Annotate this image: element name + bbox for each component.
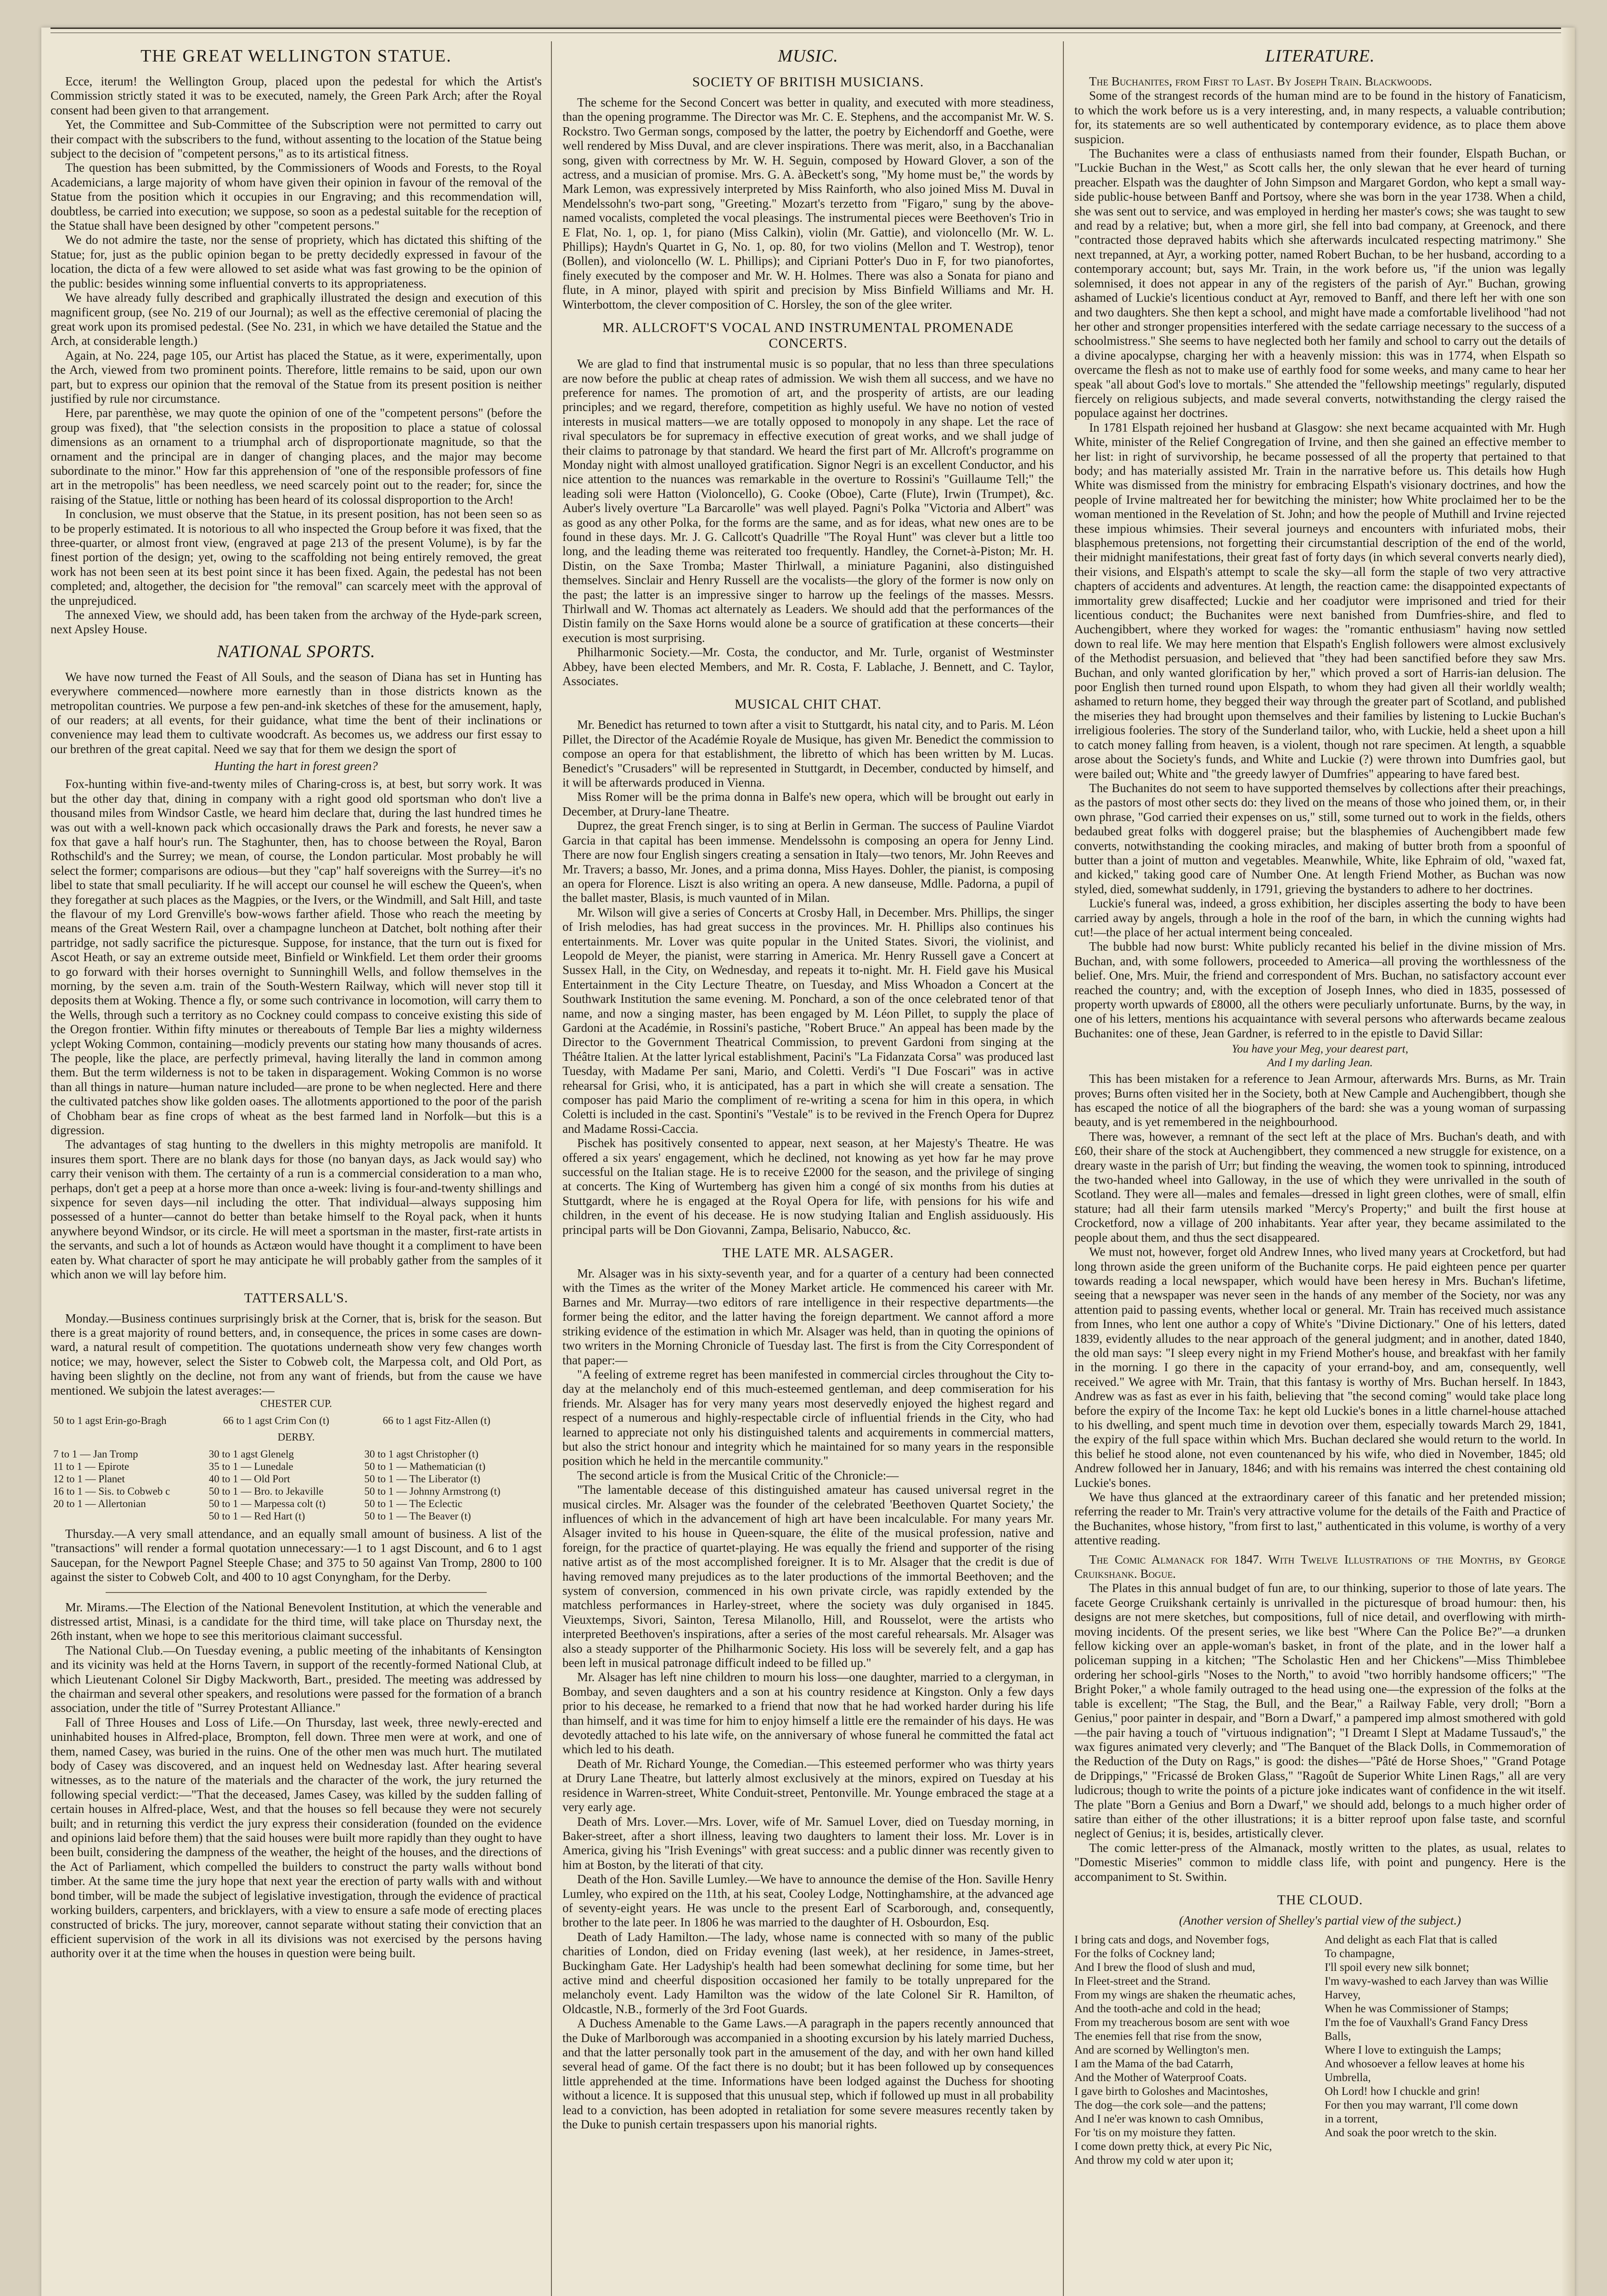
paragraph: Fox-hunting within five-and-twenty miles of Charing-cross is, at best, but sorry work. It was but the other day that, dining in company with a right good old sportsman who don't live a thousand miles from Windsor Castle, we heard him declare that, during the last hundred times he was out with a well-known pack which occasionally draws the Park and forests, he never saw a fox that gave a half hour's run. The Staghunter, then, has to choose between the Royal, Baron Rothschild's and the Surrey; we mean, of course, the London particular. Most probably he will select the former; comparisons are odious—but they "cap" half sovereigns with the Surrey—it's no libel to state that small peculiarity. If he will accept our counsel he will eschew the Queen's, when they foregather at such places as the Magpies, or the Ivers, or the Windmill, and Salt Hill, and taste the flavour of my Lord Grenville's bow-wows farther afield. Those who reach the meeting by means of the Great Western Rail, over a champagne luncheon at Datchet, bolt nothing after their partridge, not sadly sacrifice the picturesque. Suppose, for instance, that the turn out is fixed for Ascot Heath, or say an extreme outside meet, Binfield or Winkfield. Let them order their grooms to go forward with their horses overnight to Sunninghill Wells, and follow themselves in the morning, by the seven a.m. train of the South-Western Railway, which will never stop till it deposits them at Woking. Thence a fly, or some such contrivance in locomotion, will carry them to the Wells, through such a territory as no Cockney could compass to conceive existing this side of the Oregon frontier. Within fifty minutes or thereabouts of Temple Bar lies a mighty wilderness yclept Woking Common, containing—modicly prevents our stating how many thousands of acres. The people, like the place, are perfectly primeval, having literally the land in common among them. But the term wilderness is not to be taken in disparagement. Woking Common is no worse than all things in nature—human nature included—are prone to be when neglected. Here and there the cultivated patches show like golden oases. The allotments apportioned to the poor of the parish of Chobham bear as fine crops of wheat as the best farmed land in Norfolk—but this is a digression.	[51, 777, 542, 1137]
article-alsager	[562, 1266, 1054, 2132]
table-row	[51, 1460, 542, 1473]
paragraph: We do not admire the taste, nor the sense of propriety, which has dictated this shifting of the Statue; for, just as the public opinion began to be pretty decidedly expressed in favour of the location, the dicta of a few were allowed to set aside what was fast growing to be the opinion of the public: besides winning some influential converts to its appropriateness.	[51, 233, 542, 290]
section-heading-statue: THE GREAT WELLINGTON STATUE.	[140, 46, 452, 66]
table-cell: 20 to 1 — Allertonian	[53, 1497, 146, 1509]
paragraph: Fall of Three Houses and Loss of Life.—On Thursday, last week, three newly-erected and uninhabited houses in Alfred-place, Brompton, fell down. Three men were at work, and one of them, named Casey, was buried in the ruins. One of the other men was much hurt. The mutilated body of Casey was discovered, and an inquest held on Wednesday last. After hearing several witnesses, as to the nature of the materials and the character of the work, the jury returned the following special verdict:—"That the deceased, James Casey, was killed by the sudden falling of certain houses in Alfred-place, West, and that the houses so fell because they were not securely built; and in returning this verdict the jury express their consideration (founded on the evidence and opinions laid before them) that the said houses were built more rapidly than they ought to have been built, considering the dampness of the weather, the height of the houses, and the directions of the Act of Parliament, which compelled the builders to construct the party walls without bond timber. At the same time the jury hope that next year the erection of party walls with and without bond timber, will be made the subject of legislative investigation, through the evidence of practical working builders, carpenters, and bricklayers, with a view to ensure a safe mode of erecting places constructed of bricks. The jury, moreover, cannot separate without stating their conviction that an efficient supervision of the work in all its divisions was not exercised by the persons having authority over it at the time when the houses in question were being built.	[51, 1715, 542, 1960]
review-title-almanack: The Comic Almanack for 1847. With Twelve Illustrations of the Months, by George Cruikshank. Bogue.	[1074, 1552, 1566, 1581]
verse-line: I bring cats and dogs, and November fogs,	[1074, 1933, 1270, 1946]
heading-society: SOCIETY OF BRITISH MUSICIANS.	[692, 74, 924, 90]
paragraph: We have already fully described and graphically illustrated the design and execution of this magnificent group, (see No. 219 of our Journal); as well as the effective ceremonial of placing the great work upon its promised pedestal. (See No. 231, in which we have detailed the Statue and the Arch, at considerable length.)	[51, 291, 542, 348]
table-row	[51, 1485, 542, 1497]
table-row	[51, 1473, 542, 1485]
paragraph: The Buchanites do not seem to have supported themselves by collections after their preachings, as the pastors of most other sects do: they lived on the means of those who joined them, or, in their own phrase, "God carried their expenses on us," still, some turned out to work in the fields, others bedaubed great folks with doggerel praise; but the blasphemies of Auchengibbert made few converts, notwithstanding the cooking miracles, and making of butter broth from a spoonful of butter than a joint of mutton and vegetables. Meanwhile, White, like Ephraim of old, "waxed fat, and kicked," taking good care of Number One. At length Friend Mother, as Buchan was now styled, died, somewhat suddenly, in 1791, grieving the bystanders to adhere to her doctrines.	[1074, 781, 1566, 896]
paragraph: Ecce, iterum! the Wellington Group, placed upon the pedestal for which the Artist's Commission strictly stated it was to be executed, namely, the Green Park Arch; after the Royal consent had been given to that arrangement.	[51, 74, 542, 117]
heading-alsager: THE LATE MR. ALSAGER.	[722, 1245, 894, 1261]
verse-line: And I brew the flood of slush and mud,	[1074, 1961, 1255, 1974]
table-cell: 30 to 1 agst Glenelg	[208, 1448, 294, 1460]
table-cell: 7 to 1 — Jan Tromp	[53, 1448, 138, 1460]
verse-line: I am the Mama of the bad Catarrh,	[1074, 2057, 1233, 2070]
paragraph: Death of Lady Hamilton.—The lady, whose name is connected with so many of the public charities of London, died on Friday evening (last week), at her residence, in James-street, Buckingham Gate. Her Ladyship's health had been somewhat declining for some time, but her active mind and cheerful disposition occasioned her family to be totally unprepared for the melancholy event. Lady Hamilton was the widow of the late Colonel Sir R. Hamilton, of Oldcastle, N.B., formerly of the 3rd Foot Guards.	[562, 1930, 1054, 2016]
paragraph: This has been mistaken for a reference to Jean Armour, afterwards Mrs. Burns, as Mr. Train proves; Burns often visited her in the Society, both at New Cample and Auchengibbert, though she has escaped the notice of all the biographers of the bard: she was a young woman of surpassing beauty, and is yet remembered in the neighbourhood.	[1074, 1072, 1566, 1129]
table-row	[51, 1414, 542, 1427]
newspaper-page	[41, 28, 1575, 2296]
paragraph: "A feeling of extreme regret has been manifested in commercial circles throughout the City to-day at the melancholy end of this much-esteemed gentleman, and deep commiseration for his friends. Mr. Alsager has for very many years most deservedly enjoyed the highest regard and respect of a numerous and highly-respectable circle of influential friends in the City, who had learned to appreciate not only his distinguished talents and acquirements in commercial matters, but also the strict honour and integrity which he maintained for so many years in the responsible position which he held in the mercantile community."	[562, 1367, 1054, 1468]
news-items	[51, 1600, 542, 1961]
section-heading-music: MUSIC.	[778, 46, 838, 66]
paragraph: Mr. Wilson will give a series of Concerts at Crosby Hall, in December. Mrs. Phillips, the singer of Irish melodies, has had great success in the provinces. Mr. H. Phillips also continues his entertainments. Mr. Lover was quite popular in the United States. Sivori, the violinist, and Leopold de Meyer, the pianist, were starring in America. Mr. Henry Russell gave a Concert at Sussex Hall, in the City, on Wednesday, and repeats it to-night. Mr. H. Field gave his Musical Entertainment in the City Lecture Theatre, on Tuesday, and Miss Whoadon a Concert at the Southwark Institution the same evening. M. Ponchard, a son of the once celebrated tenor of that name, and now a singing master, has been engaged by M. Léon Pillet, to supply the place of Gardoni at the Académie, in Rossini's pastiche, "Robert Bruce." An appeal has been made by the Director to the Government Theatrical Commission, to prevent Gardoni from singing at the Théâtre Italien. At the latter lyrical establishment, Pacini's "La Fidanzata Corsa" was produced last Tuesday, with Madame Per sani, Mario, and Coletti. Verdi's "I Due Foscari" was in active rehearsal for Grisi, who, it is anticipated, has a part in which she will create a sensation. The composer has paid Mario the compliment of re-writing a scena for him in this opera, in which Coletti is included in the cast. Spontini's "Vestale" is to be revived in the French Opera for Duprez and Madame Rossi-Caccia.	[562, 905, 1054, 1136]
article-statue	[51, 74, 542, 637]
paragraph: Death of the Hon. Saville Lumley.—We have to announce the demise of the Hon. Saville Henry Lumley, who expired on the 11th, at his seat, Cooley Lodge, Nottinghamshire, at the advanced age of seventy-eight years. He was uncle to the present Earl of Scarborough, and, consequently, brother to the late peer. In 1806 he was married to the daughter of H. Osbourdon, Esq.	[562, 1872, 1054, 1930]
verse-line: Oh Lord! how I chuckle and grin!	[1325, 2085, 1480, 2098]
article-tattersall	[51, 1311, 542, 1398]
paragraph: We must not, however, forget old Andrew Innes, who lived many years at Crocketford, but had long thrown aside the green uniform of the Buchanite corps. He paid eighteen pence per quarter towards reading a local newspaper, which would have been heresy in Mrs. Buchan's lifetime, seeing that a newspaper was never seen in the hands of any member of the Society, nor was any attention paid to passing events, whether local or general. Mr. Train has received much assistance from Innes, who lent one author a copy of White's "Divine Dictionary." One of his letters, dated 1839, evidently alludes to the near approach of the general judgment; and in another, dated 1840, the old man says: "I sleep every night in my Friend Mother's house, and breakfast with her family in the morning. I go there in the capacity of your errand-boy, and am, consequently, well received." We agree with Mr. Train, that this fantasy is worthy of Mrs. Buchan herself. In 1843, Andrew was as fast as ever in his faith, believing that "the second coming" would take place long before the expiry of the Income Tax: he kept old Luckie's bones in a little charnel-house attached to his dwelling, and spent much time in devotion over them, especially towards March 29, 1841, the expiry of the full space within which Mrs. Buchan declared she would return to the world. In this belief he stood alone, not even countenanced by his wife, who died in November, 1845; old Andrew followed her in January, 1846; and with his remains was interred the chest containing old Luckie's bones.	[1074, 1245, 1566, 1490]
paragraph: Monday.—Business continues surprisingly brisk at the Corner, that is, brisk for the season. But there is a great majority of round betters, and, in consequence, the prices in some cases are down-ward, a natural result of competition. The quotations underneath show very few changes worth notice; we may, however, select the Sister to Cobweb colt, the Marpessa colt, and Old Port, as having been slightly on the decline, not from any want of friends, but from the cause we have mentioned. We subjoin the latest averages:—	[51, 1311, 542, 1397]
verse-line: Umbrella,	[1325, 2071, 1371, 2084]
paragraph: In 1781 Elspath rejoined her husband at Glasgow: she next became acquainted with Mr. Hugh White, minister of the Relief Congregation of Irvine, and then she gained an effective member to her list: in right of survivorship, he became possessed of all the property that pertained to that body; and has materially assisted Mr. Train in the narrative before us. This details how Hugh White was dismissed from the ministry for embracing Elspath's visionary doctrines, and how the people of Irvine maltreated her for bewitching the minister; how White proclaimed her to be the woman mentioned in the Revelation of St. John; and how the people of Muthill and Irvine rejected these impious whimsies. Their several journeys and encounters with infuriated mobs, their blasphemous pretensions, not forgetting their circumstantial description of the end of the world, their midnight manifestations, their great fast of forty days (in which several converts nearly died), their visions, and Elspath's attempt to scale the sky—all form the staple of two very attractive chapters of accidents and adventures. At length, the reaction came: the disappointed expectants of immortality grew disaffected; Luckie and her coadjutor were imprisoned and tried for their licentious conduct; the Buchanites were next banished from Dumfries-shire, and fled to Auchengibbert, where they worked for wages: the "romantic enthusiasm" having now settled down to real life. We may here mention that Elspath's English followers were almost exclusively of the Methodist persuasion, and believed that "they had been sanctified before they saw Mrs. Buchan, and only wanted glorification by her," which proved a sort of Harris-ian delusion. The poor English then turned round upon Elspath, to whom they had given all their worldly wealth; ashamed to return home, they begged their way through the greater part of Scotland, and published the miseries they had brought upon themselves and their families by listening to Luckie Buchan's irreligious fooleries. The story of the Sunderland tailor, who, with Luckie, held a sheet upon a hill to catch money falling from heaven, is a violent, though not rare specimen. At length, a squabble arose about the Society's funds, and White and Luckie (?) were thrown into Dumfries gaol, but were bailed out; White and "the greedy lawyer of Dumfries" appearing to have fared best.	[1074, 420, 1566, 781]
column-left	[51, 41, 542, 1961]
top-rule	[51, 28, 1566, 33]
table-title-chester: CHESTER CUP.	[260, 1397, 332, 1409]
verse-line: And soak the poor wretch to the skin.	[1325, 2126, 1497, 2139]
verse-line: And I my darling Jean.	[1267, 1057, 1373, 1069]
heading-chit-chat: MUSICAL CHIT CHAT.	[735, 697, 882, 712]
paragraph: Death of Mrs. Lover.—Mrs. Lover, wife of Mr. Samuel Lover, died on Tuesday morning, in Baker-street, after a short illness, leaving two daughters to lament their loss. Mr. Lover is in America, giving his "Irish Evenings" with great success: and a public dinner was recently given to him at Boston, by the literati of that city.	[562, 1814, 1054, 1872]
table-cell: 12 to 1 — Planet	[53, 1473, 125, 1485]
verse-line: I gave birth to Goloshes and Macintoshes,	[1074, 2085, 1268, 2098]
table-cell: 50 to 1 agst Erin-go-Bragh	[53, 1414, 167, 1426]
verse-line: I'm the foe of Vauxhall's Grand Fancy Dress	[1325, 2016, 1528, 2029]
review-buchanites-cont	[1074, 1072, 1566, 1548]
verse-line: I'm wavy-washed to each Jarvey than was Willie	[1325, 1975, 1548, 1987]
verse-line: The enemies fell that rise from the snow,	[1074, 2030, 1262, 2043]
paragraph: "The lamentable decease of this distinguished amateur has caused universal regret in the musical circles. Mr. Alsager was the founder of the celebrated 'Beethoven Quartet Society,' the influences of which in the advancement of high art have been incalculable. For many years Mr. Alsager invited to his house in Queen-square, the élite of the musical profession, native and foreign, for the practice of quartet-playing. He was equally the friend and supporter of the rising native artist as of the most accomplished foreigner. It is to Mr. Alsager that the credit is due of having removed many prejudices as to the later productions of the immortal Beethoven; and the system of conversion, commenced in his own private circle, was rapidly extended by the matchless performances in Harley-street, where the society was duly organised in 1845. Vieuxtemps, Sivori, Sainton, Teresa Milanollo, Hill, and Rousselot, were the artists who interpreted Beethoven's inspirations, after a series of the most careful rehearsals. Mr. Alsager was also a steady supporter of the Philharmonic Society. His loss will be severely felt, and a gap has been left in musical patronage difficult indeed to be filled up."	[562, 1483, 1054, 1670]
verse-line: And throw my cold w ater upon it;	[1074, 2154, 1234, 2167]
column-right	[1074, 41, 1566, 2169]
paragraph: Mr. Mirams.—The Election of the National Benevolent Institution, at which the venerable and distressed artist, Minasi, is a candidate for the third time, will take place on Thursday next, the 26th instant, when we hope to see this meritorious claimant successful.	[51, 1600, 542, 1643]
table-cell: 11 to 1 — Epirote	[53, 1460, 129, 1472]
table-cell: 50 to 1 — Bro. to Jekaville	[208, 1485, 324, 1497]
paragraph: We are glad to find that instrumental music is so popular, that no less than three speculations are now before the public at cheap rates of admission. We wish them all success, and we have no preference for names. The promotion of art, and the prosperity of artists, are our leading principles; and we regard, therefore, competition as highly useful. We have no notion of vested interests in musical matters—we are totally opposed to monopoly in any shape. Let the race of rival speculators be for supremacy in effective execution of great works, and we shall judge of their claims to patronage by that standard. We heard the first part of Mr. Allcroft's programme on Monday night with almost unalloyed gratification. Signor Negri is an excellent Conductor, and his nice attention to the nuances was remarkable in the overture to Rossini's "Guillaume Tell;" the leading soli were Hatton (Violoncello), G. Cooke (Oboe), Carte (Flute), Irwin (Trumpet), &c. Auber's lively overture "La Barcarolle" was well played. Pagni's Polka "Victoria and Albert" was as good as any other Polka, for the forms are the same, and as for ideas, what new ones are to be found in these days. Mr. J. G. Callcott's Quadrille "The Royal Hunt" was clever but a little too long, and the leading theme was reiterated too frequently. Handley, the Cornet-à-Piston; Mr. H. Distin, on the Saxe Tromba; Master Thirlwall, a miniature Paganini, also distinguished themselves. Sinclair and Henry Russell are the vocalists—the glory of the former is now only on the past; the latter is an impressive singer to harrow up the feelings of the masses. Messrs. Thirlwall and W. Thomas act alternately as Leaders. We should add that the performances of the Distin family on the Saxe Horns would alone be a source of gratification at these concerts—their execution is most surprising.	[562, 357, 1054, 645]
verse-line: And the Mother of Waterproof Coats.	[1074, 2071, 1247, 2084]
verse-line: From my treacherous bosom are sent with woe	[1074, 2016, 1290, 2029]
paragraph: Philharmonic Society.—Mr. Costa, the conductor, and Mr. Turle, organist of Westminster Abbey, have been elected Members, and Mr. R. Costa, F. Lablache, J. Bennett, and C. Taylor, Associates.	[562, 645, 1054, 688]
review-buchanites	[1074, 89, 1566, 1041]
odds-table-derby	[51, 1448, 542, 1522]
section-heading-tattersall: TATTERSALL'S.	[244, 1290, 348, 1306]
paragraph: Pischek has positively consented to appear, next season, at her Majesty's Theatre. He was offered a six years' engagement, which he declined, not knowing as yet how far he may prove successful on the Italian stage. He is to receive £2000 for the season, and the privilege of singing at concerts. The King of Wurtemberg has given him a congé of six months from his duties at Stuttgardt, where he is engaged at the Royal Opera for life, with pensions for his wife and children, in the event of his decease. He is now studying Italian and English assiduously. His principal parts will be Don Giovanni, Zampa, Belisario, Nabucco, &c.	[562, 1136, 1054, 1237]
verse-line: For 'tis on my moisture they fatten.	[1074, 2126, 1236, 2139]
paragraph: Mr. Benedict has returned to town after a visit to Stuttgardt, his natal city, and to Paris. M. Léon Pillet, the Director of the Académie Royale de Musique, has given Mr. Benedict the commission to compose an opera for that establishment, the libretto of which has been written by M. Lucas. Benedict's "Crusaders" will be represented in Stuttgardt, in December, conducted by himself, and it will be afterwards produced in Vienna.	[562, 718, 1054, 790]
verse-line: Balls,	[1325, 2030, 1351, 2043]
paragraph: The annexed View, we should add, has been taken from the archway of the Hyde-park screen, next Apsley House.	[51, 608, 542, 636]
paragraph: We have thus glanced at the extraordinary career of this fanatic and her pretended mission; referring the reader to Mr. Train's very attractive volume for the details of the Faith and Practice of the Buchanites, whose history, "from first to last," authenticated in this volume, is worthy of a very attentive reading.	[1074, 1490, 1566, 1548]
paragraph: Luckie's funeral was, indeed, a gross exhibition, her disciples asserting the body to have been carried away by angels, through a hole in the roof of the barn, in which the cunning wights had cut!—the place of her actual interment being concealed.	[1074, 896, 1566, 939]
table-cell: 66 to 1 agst Fitz-Allen (t)	[382, 1414, 491, 1426]
table-cell	[51, 1510, 206, 1522]
paragraph: In conclusion, we must observe that the Statue, in its present position, has not been seen so as to be properly estimated. It is notorious to all who inspected the Group before it was fixed, that the three-quarter, or almost front view, (engraved at page 213 of the present Volume), is by far the finest portion of the design; yet, owing to the scaffolding not being entirely removed, the great work has not been seen at its best point since it has been fixed. Again, the pedestal has not been completed; and, altogether, the decision for "the removal" can scarcely meet with the approval of the unprejudiced.	[51, 507, 542, 608]
article-chit-chat	[562, 718, 1054, 1237]
table-row	[51, 1448, 542, 1460]
table-cell: 50 to 1 — Mathematician (t)	[364, 1460, 486, 1472]
poem-body	[1074, 1931, 1566, 2169]
column-divider	[1063, 41, 1064, 2296]
paragraph: There was, however, a remnant of the sect left at the place of Mrs. Buchan's death, and with £60, their share of the stock at Auchengibbert, they commenced a new struggle for existence, on a dreary waste in the parish of Urr; but finding the weaving, the women took to spinning, introduced the two-handed wheel into Galloway, in the use of which they were unrivalled in the south of Scotland. They were all—males and females—dressed in light green clothes, were of small, elfin stature; had all their farm utensils marked "Mercy's Property;" and built the first house at Crocketford, now a village of 200 inhabitants. Year after year, they became assimilated to the people about them, and thus the sect disappeared.	[1074, 1129, 1566, 1244]
paragraph: Here, par parenthèse, we may quote the opinion of one of the "competent persons" (before the group was fixed), that "the selection consists in the proposition to place a statue of colossal dimensions as an ornament to a triumphal arch of disproportionate magnitude, so that the ornament and the principal are in danger of changing places, and the major may become subordinate to the minor." How far this apprehension of "one of the responsible professors of fine art in the metropolis" has been needless, we need scarcely point out to the reader; for, since the raising of the Statue, little or nothing has been heard of its colossal disproportion to the Arch!	[51, 406, 542, 506]
divider-rule	[106, 1592, 487, 1593]
verse-line: in a torrent,	[1325, 2112, 1378, 2125]
table-cell: 40 to 1 — Old Port	[208, 1473, 290, 1485]
paragraph: Again, at No. 224, page 105, our Artist has placed the Statue, as it were, experimentally, upon the Arch, viewed from two prominent points. Therefore, little remains to be said, upon our own part, but to express our opinion that the removal of the Statue from its present position is neither justified by rule nor circumstance.	[51, 348, 542, 405]
paragraph: We have now turned the Feast of All Souls, and the season of Diana has set in Hunting has everywhere commenced—nowhere more earnestly than in those districts known as the metropolitan countries. We purpose a few pen-and-ink sketches of these for the amusement, haply, of our readers; at all events, for their guidance, what time the bent of their inclinations or convenience may lead them to cultivate woodcraft. As becomes us, we address our first essay to our brethren of the great capital. Need we say that for them we design the sport of	[51, 670, 542, 756]
verse-line: Where I love to extinguish the Lamps;	[1325, 2043, 1501, 2056]
section-heading-literature: LITERATURE.	[1265, 46, 1375, 66]
verse-quote	[1074, 1042, 1566, 1070]
paragraph: The question has been submitted, by the Commissioners of Woods and Forests, to the Royal Academicians, a large majority of whom have given their opinion in favour of the removal of the Statue from the position which it occupies in our Engraving; and this recommendation will, doubtless, be carried into execution; we suppose, so soon as a pedestal suitable for the reception of the Statue shall have been designed by other "competent persons."	[51, 161, 542, 233]
odds-table-chester	[51, 1414, 542, 1427]
table-cell: 50 to 1 — The Eclectic	[364, 1497, 463, 1509]
verse-line: And are scorned by Wellington's men.	[1074, 2043, 1250, 2056]
verse-line: And I ne'er was known to cash Omnibus,	[1074, 2112, 1264, 2125]
paragraph: The comic letter-press of the Almanack, mostly written to the plates, as usual, relates to "Domestic Miseries" common to middle class life, with point and pungency. Here is the accompaniment to St. Swithin.	[1074, 1840, 1566, 1884]
section-heading-sports: NATIONAL SPORTS.	[217, 642, 376, 661]
table-cell: 66 to 1 agst Crim Con (t)	[223, 1414, 330, 1426]
review-title-buchanites: The Buchanites, from First to Last. By Joseph Train. Blackwoods.	[1089, 74, 1432, 88]
paragraph: Duprez, the great French singer, is to sing at Berlin in German. The success of Pauline Viardot Garcia in that capital has been immense. Mendelssohn is composing an opera for Jenny Lind. There are now four English singers creating a sensation in Italy—two tenors, Mr. John Reeves and Mr. Travers; a basso, Mr. Jones, and a prima donna, Miss Hayes. Dohler, the pianist, is composing an opera for Florence. Liszt is also writing an opera. A new danseuse, Mdlle. Padorna, a pupil of the ballet master, Blasis, is much vaunted of in Milan.	[562, 819, 1054, 905]
table-title-derby: DERBY.	[277, 1431, 315, 1443]
paragraph: Mr. Alsager was in his sixty-seventh year, and for a quarter of a century had been connected with the Times as the writer of the Money Market article. He commenced his career with Mr. Barnes and Mr. Murray—two editors of rare intelligence in their respective departments—the former being the editor, and the latter having the foreign department. We cannot afford a more striking evidence of the estimation in which Mr. Alsager was held, than in quoting the opinions of two writers in the Morning Chronicle of Tuesday last. The first is from the City Correspondent of that paper:—	[562, 1266, 1054, 1367]
table-cell: 50 to 1 — Johnny Armstrong (t)	[364, 1485, 500, 1497]
sports-subhead: Hunting the hart in forest green?	[214, 759, 378, 773]
verse-line: I come down pretty thick, at every Pic Nic,	[1074, 2140, 1272, 2153]
verse-line: And the tooth-ache and cold in the head;	[1074, 2002, 1261, 2015]
verse-line: For the folks of Cockney land;	[1074, 1947, 1215, 1960]
paragraph: The bubble had now burst: White publicly recanted his belief in the divine mission of Mrs. Buchan, and, with some followers, proceeded to America—all proving the worthlessness of the belief. One, Mrs. Muir, the friend and correspondent of Mrs. Buchan, no satisfactory account ever reached the country; and, with the exception of Joseph Innes, who died in 1835, possessed of property worth upwards of £8000, all the others were peculiarly unfortunate. Burns, by the way, in one of his letters, mentions his acquaintance with several persons who afterwards became zealous Buchanites: one of these, Jean Gardner, is referred to in the epistle to David Sillar:	[1074, 940, 1566, 1040]
column-middle	[562, 41, 1054, 2132]
verse-line: Harvey,	[1325, 1988, 1361, 2001]
table-cell: 50 to 1 — The Beaver (t)	[364, 1510, 471, 1522]
table-cell: 50 to 1 — Red Hart (t)	[208, 1510, 305, 1522]
table-row	[51, 1510, 542, 1522]
table-cell: 30 to 1 agst Christopher (t)	[364, 1448, 479, 1460]
paragraph: Mr. Alsager has left nine children to mourn his loss—one daughter, married to a clergyman, in Bombay, and seven daughters and a son at his country residence at Kingston. Only a few days prior to his decease, he remarked to a friend that now that he had worked harder during his life than himself, and it was time for him to enjoy himself a little ere the remainder of his days. He was devotedly attached to his late wife, on the anniversary of whose funeral he committed the fatal act which led to his death.	[562, 1670, 1054, 1756]
paragraph: Miss Romer will be the prima donna in Balfe's new opera, which will be brought out early in December, at Drury-lane Theatre.	[562, 790, 1054, 818]
paragraph: Thursday.—A very small attendance, and an equally small amount of business. A list of the "transactions" will render a formal quotation unnecessary:—1 to 1 agst Discount, and 6 to 1 agst Saucepan, for the Newport Pagnel Steeple Chase; and 375 to 50 against Van Tromp, 2800 to 100 against the sister to Cobweb Colt, and 400 to 10 agst Conyngham, for the Derby.	[51, 1526, 542, 1584]
verse-line: When he was Commissioner of Stamps;	[1325, 2002, 1509, 2015]
verse-line: For then you may warrant, I'll come down	[1325, 2099, 1518, 2111]
poem-subtitle: (Another version of Shelley's partial view of the subject.)	[1179, 1913, 1461, 1927]
table-cell: 16 to 1 — Sis. to Cobweb c	[53, 1485, 170, 1497]
paragraph: The Plates in this annual budget of fun are, to our thinking, superior to those of late years. The facete George Cruikshank certainly is unrivalled in the picturesque of broad humour: then, his designs are not mere sketches, but compositions, full of nice detail, and overflowing with mirth-moving incidents. Of the present series, we like best "Where Can the Police Be?"—a drunken fellow kicking over an apple-woman's basket, in front of the plate, and in the lower half a policeman supping in a kitchen; "The Scholastic Hen and her Chickens"—Miss Thimblebee ordering her school-girls "Noses to the North," to avoid "two horribly handsome officers;" "The Bright Poker," a whole family outraged to the head using one—the expression of the folks at the table is excellent; "The Stag, the Bull, and the Bear," a Railway Fable, very droll; "Born a Genius," poor painter in despair, and "Born a Dwarf," a pampered imp almost smothered with gold—the pair having a touch of "virtuous indignation"; "I Dreamt I Slept at Madame Tussaud's," the wax figures animated very cleverly; and "The Banquet of the Black Dolls, in Commemoration of the Reduction of the Duty on Rags," is good: the dishes—"Pâté de Horse Shoes," "Grand Potage de Drippings," "Fricassé de Broken Glass," "Ragoût de Superior White Linen Rags," all are very ludicrous; though to write the points of a picture joke indicates want of confidence in the wit itself. The plate "Born a Genius and Born a Dwarf," we should add, belongs to a much higher order of satire than either of the other illustrations; it is a bitter reproof upon false taste, and scornful neglect of Genius; it is, besides, artistically clever.	[1074, 1581, 1566, 1840]
paragraph: The National Club.—On Tuesday evening, a public meeting of the inhabitants of Kensington and its vicinity was held at the Horns Tavern, in support of the recently-formed National Club, at which Lieutenant Colonel Sir Digby Mackworth, Bart., presided. The meeting was addressed by the chairman and several other speakers, and resolutions were passed for the formation of a branch association, under the title of "Surrey Protestant Alliance."	[51, 1643, 542, 1715]
poem-title: THE CLOUD.	[1277, 1892, 1363, 1908]
paragraph: Yet, the Committee and Sub-Committee of the Subscription were not permitted to carry out their compact with the subscribers to the fund, without assenting to the location of the Statue being subject to the decision of "competent persons," as to its artistical fitness.	[51, 118, 542, 161]
table-cell: 50 to 1 — The Liberator (t)	[364, 1473, 481, 1485]
article-sports	[51, 670, 542, 756]
heading-allcroft: MR. ALLCROFT'S VOCAL AND INSTRUMENTAL PROMENADE CONCERTS.	[602, 320, 1014, 351]
table-row	[51, 1497, 542, 1510]
paragraph: The Buchanites were a class of enthusiasts named from their founder, Elspath Buchan, or "Luckie Buchan in the West," as Scott calls her, the only slewan that he ever heard of turning preacher. Elspath was the daughter of John Simpson and Margaret Gordon, who kept a small way-side public-house between Banff and Portsoy, where she was born in the year 1738. When a child, she was sent out to service, and was employed in herding her master's cows; she was taught to sew and read by a relative; but, when a more girl, she fell into bad company, at Greenock, and there "contracted those depraved habits which she afterwards inculcated respecting matrimony." She next trepanned, at Ayr, a working potter, named Robert Buchan, to be her husband, according to a contemporary account; but, says Mr. Train, in the work before us, "if the union was legally solemnised, it does not appear in any of the registers of the parish of Ayr." Buchan, growing ashamed of Luckie's licentious conduct at Ayr, removed to Banff, and there left her with one son and two daughters. She then kept a school, and might have made a comfortable livelihood "had not her other and stronger propensities interfered with the sedate carriage necessary to the success of a schoolmistress." She seems to have neglected both her family and school to carry out the details of a divine apocalypse, charging her with a heavenly mission: this was in 1774, when Elspath so overcame the flesh as not to make use of earthly food for some weeks, and many came to hear her speak "all about God's love to mortals." She attended the "fellowship meetings" regularly, disputed fiercely on religious subjects, and made several converts, notwithstanding the clergy raised the populace against her doctrines.	[1074, 146, 1566, 420]
poem-column-left	[1074, 1933, 1315, 2167]
paragraph: Some of the strangest records of the human mind are to be found in the history of Fanaticism, to which the work before us is a very interesting, and, in many respects, a valuable contribution; for, its statements are so well authenticated by contemporary evidence, as to place them above suspicion.	[1074, 89, 1566, 146]
paragraph: The scheme for the Second Concert was better in quality, and executed with more steadiness, than the opening programme. The Director was Mr. C. E. Stephens, and the accompanist Mr. W. S. Rockstro. Two German songs, composed by the latter, the poetry by Eichendorff and Goethe, were well rendered by Miss Duval, and are clever inspirations. There was merit, also, in a Bacchanalian song, given with correctness by Mr. W. H. Seguin, composed by Howard Glover, a son of the actress, and a musician of promise. Mrs. G. A. àBeckett's song, "My home must be," the words by Mark Lemon, was expressively interpreted by Miss Rainforth, who also joined Miss M. Duval in Mendelssohn's two-part song, "Greeting." Mozart's terzetto from "Figaro," sung by the above-named vocalists, completed the vocal pleasings. The instrumental pieces were Beethoven's Trio in E Flat, No. 1, op. 1, for piano (Miss Calkin), violin (Mr. Gattie), and violoncello (Mr. W. L. Phillips); Haydn's Quartet in G, No. 1, op. 80, for two violins (Mellon and T. Westrop), tenor (Bollen), and violoncello (W. L. Phillips); and Cipriani Potter's Duo in F, for two pianofortes, finely executed by the composer and Mr. W. H. Holmes. There was also a Sonata for piano and flute, in A minor, played with spirit and precision by Miss Binfield Williams and Mr. H. Winterbottom, the clever composition of C. Horsley, the son of the glee writer.	[562, 96, 1054, 311]
paragraph: Death of Mr. Richard Younge, the Comedian.—This esteemed performer who was thirty years at Drury Lane Theatre, but latterly almost exclusively at the minors, expired on Tuesday at his residence in Warren-street, White Conduit-street, Pentonville. Mr. Younge embraced the stage at a very early age.	[562, 1756, 1054, 1814]
poem-column-right	[1325, 1933, 1566, 2167]
verse-line: I'll spoil every new silk bonnet;	[1325, 1961, 1469, 1974]
paragraph: The second article is from the Musical Critic of the Chronicle:—	[577, 1468, 899, 1482]
verse-line: And whosoever a fellow leaves at home his	[1325, 2057, 1525, 2070]
verse-line: The dog—the cork sole—and the pattens;	[1074, 2099, 1266, 2111]
verse-line: In Fleet-street and the Strand.	[1074, 1975, 1211, 1987]
review-almanack	[1074, 1581, 1566, 1884]
article-sports-cont	[51, 777, 542, 1282]
verse-line: And delight as each Flat that is called	[1325, 1933, 1497, 1946]
verse-line: You have your Meg, your dearest part,	[1231, 1043, 1409, 1056]
article-tattersall-cont	[51, 1527, 542, 1585]
article-allcroft	[562, 357, 1054, 688]
verse-line: From my wings are shaken the rheumatic aches,	[1074, 1988, 1296, 2001]
verse-line: To champagne,	[1325, 1947, 1395, 1960]
table-cell: 35 to 1 — Lunedale	[208, 1460, 293, 1472]
paragraph: A Duchess Amenable to the Game Laws.—A paragraph in the papers recently announced that the Duke of Marlborough was accompanied in a shooting excursion by his lately married Duchess, and that the latter personally took part in the amusement of the day, and with her own hand killed several head of game. Of the fact there is no doubt; but it has been followed up by consequences little apprehended at the time. Informations have been lodged against the Duchess for shooting without a licence. It is supposed that this unusual step, which if followed up must in all probability lead to a conviction, has been adopted in retaliation for some severe measures recently taken by the Duke to punish certain trespassers upon his manorial rights.	[562, 2016, 1054, 2132]
table-cell: 50 to 1 — Marpessa colt (t)	[208, 1497, 326, 1509]
article-society	[562, 96, 1054, 312]
paragraph: The advantages of stag hunting to the dwellers in this mighty metropolis are manifold. It insures them sport. There are no blank days for those (no banyan days, as Jack would say) who carry their venison with them. The certainty of a run is a commercial consideration to a man who, perhaps, don't get a peep at a horse more than once a-week: living is four-and-twenty shillings and sixpence for seven days—nil including the otter. That individual—always supposing him possessed of a hunter—cannot do better than betake himself to the Royal pack, when it hunts anywhere beyond Windsor, or its circle. He will meet a sportsman in the master, first-rate artists in the servants, and such a lot of hounds as Actæon would have thought it a compliment to have been eaten by. What character of sport he may anticipate he will probably gather from the samples of it which anon we will lay before him.	[51, 1137, 542, 1282]
column-divider	[551, 41, 552, 2296]
